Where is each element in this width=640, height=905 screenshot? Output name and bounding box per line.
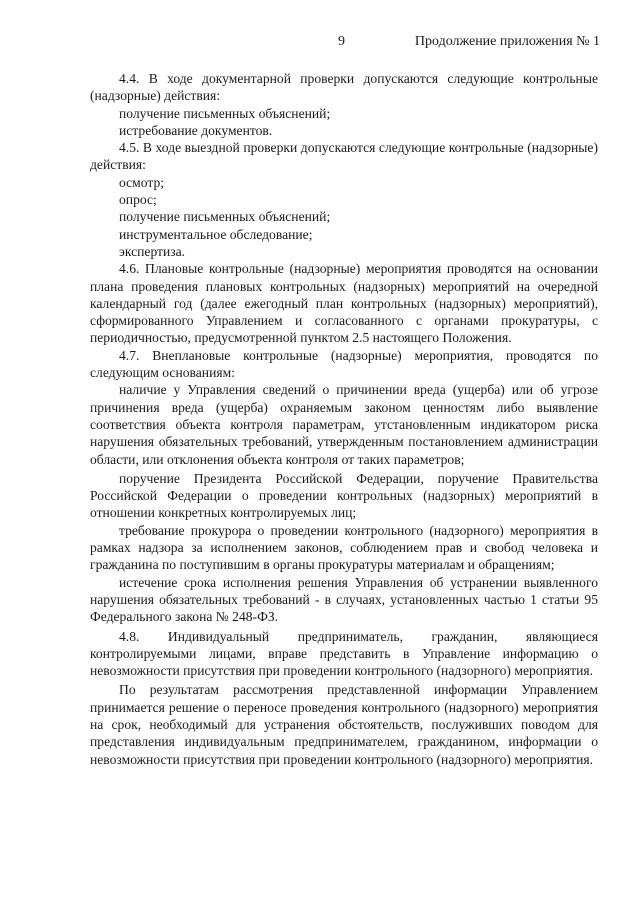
list-item: требование прокурора о проведении контрольного (надзорного) мероприятия в рамках надзора за исполнением законов, соблюдением прав и свобод человека и гражданина по поступившим в органы прокуратуры материалам и обращениям; bbox=[90, 522, 598, 573]
paragraph-4-5: 4.5. В ходе выездной проверки допускаются следующие контрольные (надзорные) действия: bbox=[90, 140, 598, 173]
list-item: инструментальное обследование; bbox=[119, 226, 313, 242]
document-body bbox=[90, 70, 598, 768]
paragraph-4-4: 4.4. В ходе документарной проверки допускаются следующие контрольные (надзорные) действия: bbox=[90, 71, 598, 104]
list-item: истечение срока исполнения решения Управления об устранении выявленного нарушения обязательных требований - в случаях, установленных частью 1 статьи 95 Федерального закона № 248-ФЗ. bbox=[90, 574, 598, 625]
list-item: получение письменных объяснений; bbox=[119, 209, 331, 225]
list-item: осмотр; bbox=[119, 174, 165, 190]
list-item: поручение Президента Российской Федерации, поручение Правительства Российской Федерации о проведении контрольных (надзорных) мероприятий в отношении конкретных контролируемых лиц; bbox=[90, 470, 598, 521]
list-item: экспертиза. bbox=[119, 243, 186, 259]
page-number: 9 bbox=[338, 34, 345, 49]
paragraph-4-8: 4.8. Индивидуальный предприниматель, гражданин, являющиеся контролируемыми лицами, вправе представить в Управление информацию о невозможности присутствия при проведении контрольного (надзорного) мероприятия. bbox=[90, 628, 598, 679]
paragraph-4-6: 4.6. Плановые контрольные (надзорные) мероприятия проводятся на основании плана проведения плановых контрольных (надзорных) мероприятий на очередной календарный год (далее ежегодный план контрольных (надзорных) мероприятий), сформированного Управлением и согласованного с органами прокуратуры, с периодичностью, предусмотренной пунктом 2.5 настоящего Положения. bbox=[90, 261, 598, 346]
paragraph-4-8-followup: По результатам рассмотрения представленной информации Управлением принимается решение о переносе проведения контрольного (надзорного) мероприятия на срок, необходимый для устранения обстоятельств, послуживших поводом для представления индивидуальным предпринимателем, гражданином, информации о невозможности присутствия при проведении контрольного (надзорного) мероприятия. bbox=[90, 682, 598, 767]
list-item: наличие у Управления сведений о причинении вреда (ущерба) или об угрозе причинения вреда (ущерба) охраняемым законом ценностям либо выявление соответствия объекта контроля параметрам, утстановленным индикатором риска нарушения обязательных требований, утвержденным постановлением администрации области, или отклонения объекта контроля от таких параметров; bbox=[90, 382, 598, 467]
list-item: опрос; bbox=[119, 192, 157, 208]
page-header-title: Продолжение приложения № 1 bbox=[414, 34, 600, 49]
list-item: получение письменных объяснений; bbox=[119, 105, 331, 121]
list-item: истребование документов. bbox=[119, 122, 273, 138]
paragraph-4-7: 4.7. Внеплановые контрольные (надзорные) мероприятия, проводятся по следующим основаниям: bbox=[90, 347, 598, 381]
